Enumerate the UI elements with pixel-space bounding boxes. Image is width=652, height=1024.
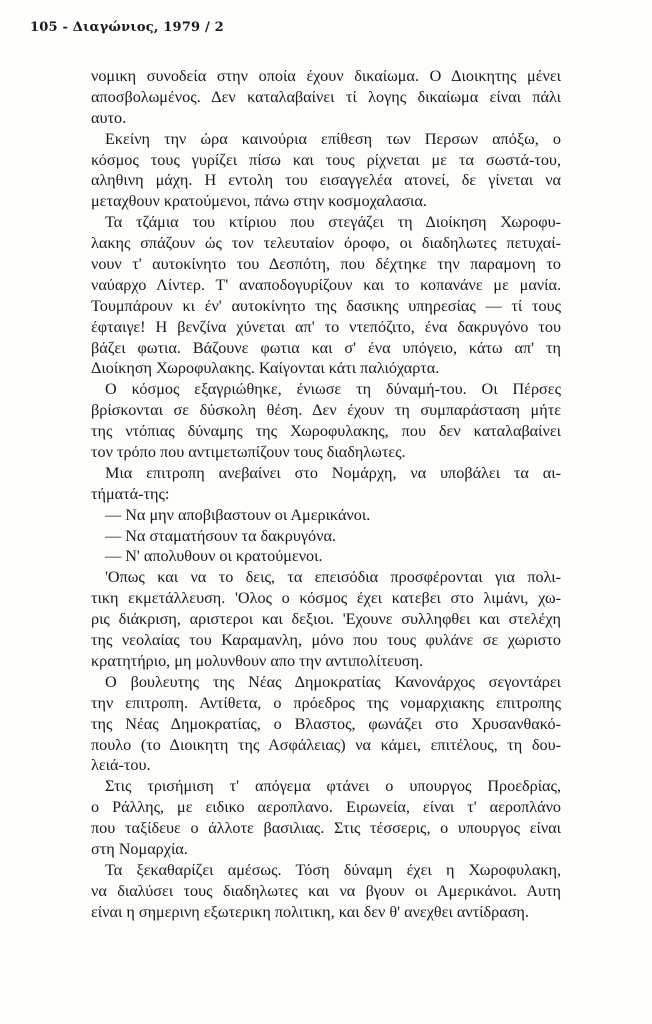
paragraph [91, 129, 561, 213]
paragraph [91, 776, 561, 860]
text-line: κόσμος τους γυρίζει πίσω και τους ρίχνεται με τα σωστά-του, [91, 150, 561, 169]
text-line: ναύαρχο Λίντερ. Τ' αναποδογυρίζουν και το κοπανάνε με μανία. [91, 275, 561, 294]
text-line: να διαλύσει τους διαδηλωτες και να βγουν οι Αμερικάνοι. Αυτη [91, 881, 561, 900]
text-line: της ντόπιας δύναμης της Χωροφυλακης, που δεν καταλαβαίνει [91, 422, 561, 441]
text-line: βάζει φωτια. Βάζουνε φωτια και σ' ένα υπόγειο, κάτω απ' τη [91, 338, 561, 357]
text-line: πουλο (το Διοικητη της Ασφάλειας) να κάμει, επιτέλους, τη δου- [91, 735, 561, 754]
text-line: Ο βουλευτης της Νέας Δημοκρατίας Κανονάρχος σεγοντάρει [105, 672, 561, 691]
text-line: στη Νομαρχία. [91, 839, 188, 858]
text-line: τικη εκμετάλλευση. 'Ολος ο κόσμος έχει κατεβει στο λιμάνι, χω- [91, 589, 561, 608]
text-line: ρις διάκριση, αριστεροι και δεξιοι. 'Εχουνε συλληφθει και στελέχη [91, 610, 561, 629]
text-line: της Νέας Δημοκρατίας, ο Βλαστος, φωνάζει στο Χρυσανθακό- [91, 714, 561, 733]
paragraph [91, 212, 561, 379]
text-line: βρίσκονται σε δύσκολη θέση. Δεν έχουν τη συμπαράσταση μήτε [91, 401, 561, 420]
text-line: έφταιγε! Η βενζίνα χύνεται απ' το ντεπόζιτο, ένα δακρυγόνο του [91, 317, 561, 336]
text-line: Τουμπάρουν κι έν' αυτοκίνητο της δασικης υπηρεσίας — τί τους [91, 296, 561, 315]
text-line: λειά-του. [91, 756, 151, 775]
text-line: — Ν' απολυθουν οι κρατούμενοι. [105, 547, 323, 566]
text-line: 'Οπως και να το δεις, τα επεισόδια προσφέρονται για πολι- [105, 568, 561, 587]
text-line: την επιτροπη. Αντίθετα, ο πρόεδρος της νομαρχιακης επιτροπης [91, 693, 561, 712]
text-line: αυτο. [91, 108, 127, 127]
dialogue-line [91, 546, 561, 567]
text-line: Ο κόσμος εξαγριώθηκε, ένιωσε τη δύναμή-του. Οι Πέρσες [105, 380, 561, 399]
text-line: λακης σπάζουν ώς τον τελευταίον όροφο, οι διαδηλωτες πετυχαί- [91, 234, 561, 253]
text-line: μεταχθουν κρατούμενοι, πάνω στην κοσμοχαλασια. [91, 192, 427, 211]
paragraph [91, 463, 561, 505]
text-line: ο Ράλλης, με ειδικο αεροπλανο. Ειρωνεία, είναι τ' αεροπλάνο [91, 798, 561, 817]
paragraph [91, 672, 561, 776]
paragraph [91, 66, 561, 129]
text-line: Τα ξεκαθαρίζει αμέσως. Τόση δύναμη έχει η Χωροφυλακη, [105, 860, 561, 879]
text-line: Εκείνη την ώρα καινούρια επίθεση των Περσων απόξω, ο [105, 129, 561, 148]
dialogue-line [91, 505, 561, 526]
running-head: 105 - Διαγώνιος, 1979 / 2 [30, 20, 224, 35]
text-line: που ταξίδευε ο άλλοτε βασιλιας. Στις τέσσερις, ο υπουργος είναι [91, 819, 561, 838]
text-line: είναι η σημερινη εξωτερικη πολιτικη, και δεν θ' ανεχθει αντίδραση. [91, 902, 529, 921]
text-line: της νεολαίας του Καραμανλη, μόνο που τους φυλάνε σε χωριστο [91, 631, 561, 650]
body-text [91, 66, 561, 923]
text-line: Διοίκηση Χωροφυλακης. Καίγονται κάτι παλιόχαρτα. [91, 359, 440, 378]
paragraph [91, 860, 561, 923]
text-line: Στις τρισήμιση τ' απόγεμα φτάνει ο υπουργος Προεδρίας, [105, 777, 561, 796]
text-line: νομικη συνοδεία στην οποία έχουν δικαίωμα. Ο Διοικητης μένει [91, 67, 561, 85]
text-line: αποσβολωμένος. Δεν καταλαβαίνει τί λογης δικαίωμα είναι πάλι [91, 87, 561, 106]
text-line: αληθινη μάχη. Η εντολη του εισαγγελέα ατονεί, δε γίνεται να [91, 171, 561, 190]
text-line: κρατητήριο, μη μολυνθουν απο την αντιπολίτευση. [91, 651, 424, 670]
text-line: Μια επιτροπη ανεβαίνει στο Νομάρχη, να υποβάλει τα αι- [105, 463, 561, 482]
text-line: — Να σταματήσουν τα δακρυγόνα. [105, 526, 336, 545]
text-line: Τα τζάμια του κτίριου που στεγάζει τη Διοίκηση Χωροφυ- [105, 213, 561, 232]
text-line: τήματά-της: [91, 484, 170, 503]
dialogue-line [91, 526, 561, 547]
paragraph [91, 567, 561, 671]
paragraph [91, 379, 561, 463]
text-line: τον τρόπο που αντιμετωπίζουν τους διαδηλωτες. [91, 443, 406, 462]
text-line: νουν τ' αυτοκίνητο του Δεσπότη, που δέχτηκε την παραμονη το [91, 255, 561, 274]
text-line: — Να μην αποβιβαστουν οι Αμερικάνοι. [105, 505, 371, 524]
